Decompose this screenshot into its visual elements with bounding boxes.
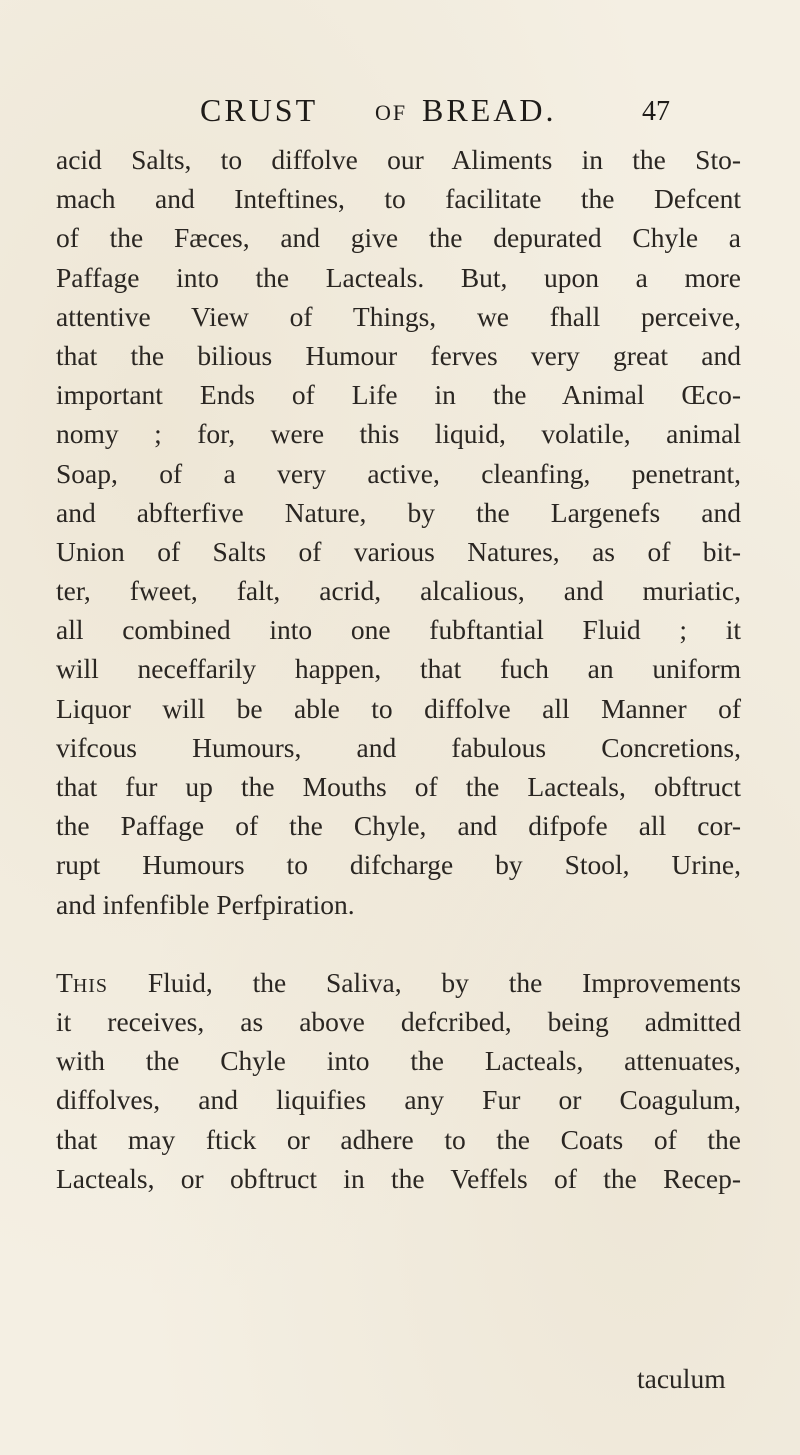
text-line: Paffage into the Lacteals. But, upon a more (56, 261, 741, 293)
text-line-first (56, 963, 741, 1002)
smallcaps-initial: T (56, 966, 73, 998)
text-line: important Ends of Life in the Animal Œco- (56, 379, 741, 411)
text-line: rupt Humours to difcharge by Stool, Urine, (56, 849, 741, 881)
running-header (200, 92, 670, 142)
text-line: all combined into one fubftantial Fluid ; it (56, 614, 741, 646)
text-line: and infenfible Perfpiration. (56, 888, 355, 920)
text-line: mach and Inteftines, to facilitate the Defcent (56, 183, 741, 215)
text-line: that fur up the Mouths of the Lacteals, obftruct (56, 771, 741, 802)
text-line: of the Fæces, and give the depurated Chyle a (56, 222, 741, 254)
smallcaps-rest: HIS (72, 974, 109, 997)
catchword: taculum (637, 1363, 726, 1394)
text-line: Soap, of a very active, cleanfing, penetrant, (56, 457, 741, 489)
text-line: acid Salts, to diffolve our Aliments in the Sto- (56, 144, 741, 175)
page-number: 47 (642, 96, 670, 127)
body-text (56, 140, 741, 1198)
text-line: nomy ; for, were this liquid, volatile, animal (56, 418, 741, 450)
text-line: and abfterfive Nature, by the Largenefs and (56, 496, 741, 528)
text-line: Union of Salts of various Natures, as of bit- (56, 535, 741, 567)
text-line: ter, fweet, falt, acrid, alcalious, and muriatic, (56, 575, 741, 607)
text-line: the Paffage of the Chyle, and difpofe all cor- (56, 810, 741, 842)
paragraph-gap (56, 924, 741, 963)
header-title-word-bread: BREAD. (422, 92, 557, 128)
text-line: Liquor will be able to diffolve all Manner of (56, 692, 741, 724)
text-line: that may ftick or adhere to the Coats of the (56, 1123, 741, 1155)
header-title-word-of: OF (375, 100, 408, 125)
text-line: vifcous Humours, and fabulous Concretions, (56, 731, 741, 763)
text-line: it receives, as above defcribed, being admitted (56, 1005, 741, 1037)
first-line-rest: Fluid, the Saliva, by the Improvements (108, 966, 741, 998)
text-line: Lacteals, or obftruct in the Veffels of the Recep- (56, 1162, 741, 1194)
text-line: diffolves, and liquifies any Fur or Coagulum, (56, 1084, 741, 1116)
paragraph-1 (56, 140, 741, 924)
text-line: that the bilious Humour ferves very great and (56, 339, 741, 371)
text-line: attentive View of Things, we fhall perceive, (56, 300, 741, 332)
header-title-word-crust: CRUST (200, 92, 319, 128)
text-line: with the Chyle into the Lacteals, attenuates, (56, 1045, 741, 1077)
text-line: will neceffarily happen, that fuch an uniform (56, 653, 741, 685)
paragraph-2 (56, 963, 741, 1198)
